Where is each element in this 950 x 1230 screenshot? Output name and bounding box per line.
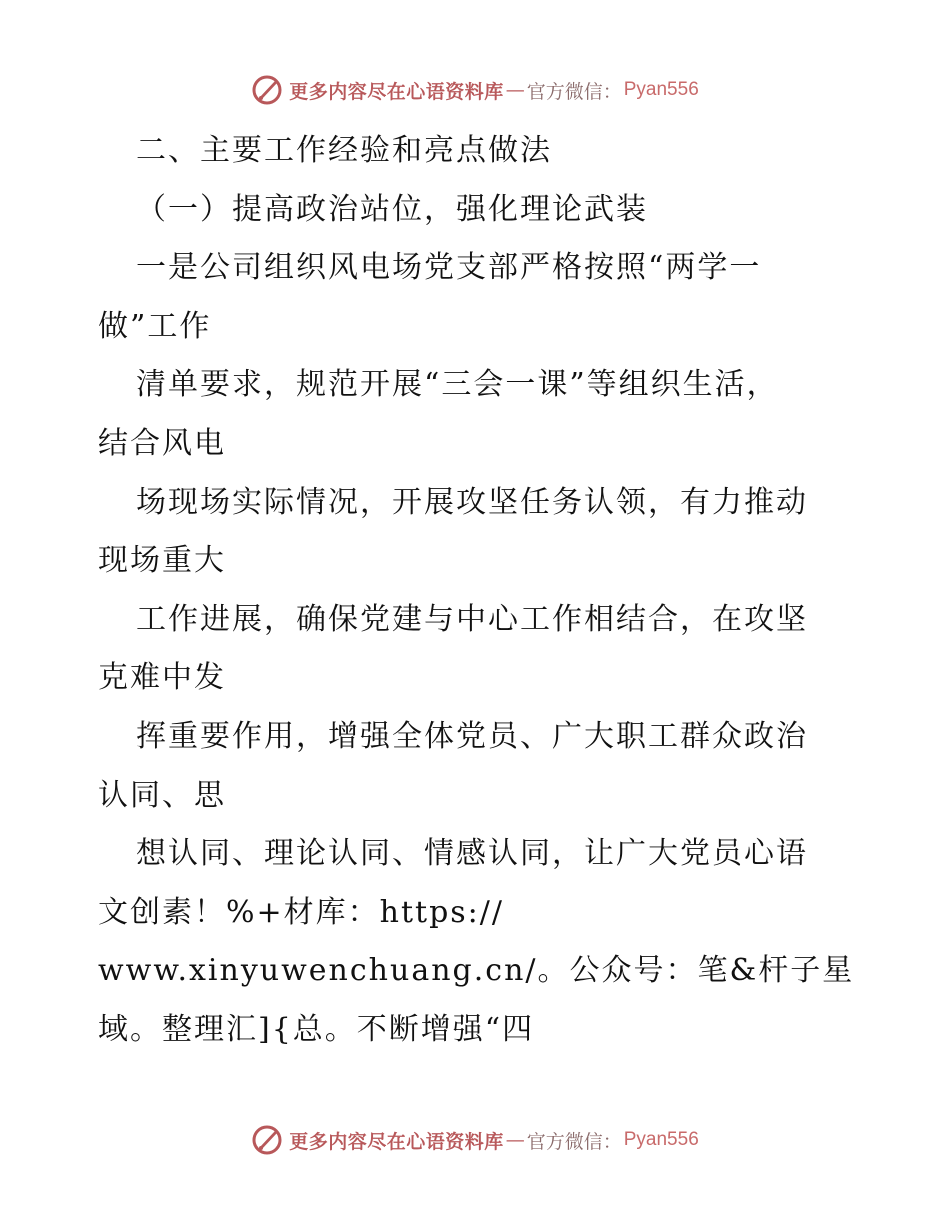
paragraph-line: 想认同、理论认同、情感认同，让广大党员心语 xyxy=(136,836,808,872)
banner-title: 更多内容尽在心语资料库 xyxy=(289,1130,504,1153)
paragraph-line: www.xinyuwenchuang.cn/。公众号：笔&杆子星 xyxy=(98,953,855,989)
paragraph-line: 现场重大 xyxy=(98,543,226,579)
quill-seal-logo-icon xyxy=(251,74,283,106)
paragraph-line: 做”工作 xyxy=(98,308,212,344)
paragraph-line: 认同、思 xyxy=(98,777,226,813)
banner-wechat-label: 官方微信： xyxy=(526,1130,622,1153)
banner-wechat-label: 官方微信： xyxy=(526,80,622,103)
header-banner xyxy=(0,70,950,110)
subsection-heading: （一）提高政治站位，强化理论武装 xyxy=(136,191,648,227)
section-heading: 二、主要工作经验和亮点做法 xyxy=(136,133,552,168)
paragraph-line: 域。整理汇]{总。不断增强“四 xyxy=(98,1011,535,1047)
banner-separator: — xyxy=(505,79,525,101)
paragraph-line: 挥重要作用，增强全体党员、广大职工群众政治 xyxy=(136,718,808,754)
footer-banner xyxy=(0,1120,950,1160)
paragraph-line: 克难中发 xyxy=(98,660,226,696)
paragraph-line: 场现场实际情况，开展攻坚任务认领，有力推动 xyxy=(136,484,808,520)
paragraph-line: 一是公司组织风电场党支部严格按照“两学一 xyxy=(136,250,762,286)
paragraph-line: 文创素！%+材库：https:// xyxy=(98,894,504,930)
banner-title: 更多内容尽在心语资料库 xyxy=(289,80,504,103)
paragraph-line: 工作进展，确保党建与中心工作相结合，在攻坚 xyxy=(136,601,808,637)
quill-seal-logo-icon xyxy=(251,1124,283,1156)
banner-wechat-id: Pyan556 xyxy=(623,79,699,100)
document-body xyxy=(98,122,858,1060)
paragraph-line: 清单要求，规范开展“三会一课”等组织生活， xyxy=(136,367,779,403)
banner-wechat-id: Pyan556 xyxy=(623,1129,699,1150)
paragraph-line: 结合风电 xyxy=(98,425,226,461)
banner-separator: — xyxy=(505,1129,525,1151)
